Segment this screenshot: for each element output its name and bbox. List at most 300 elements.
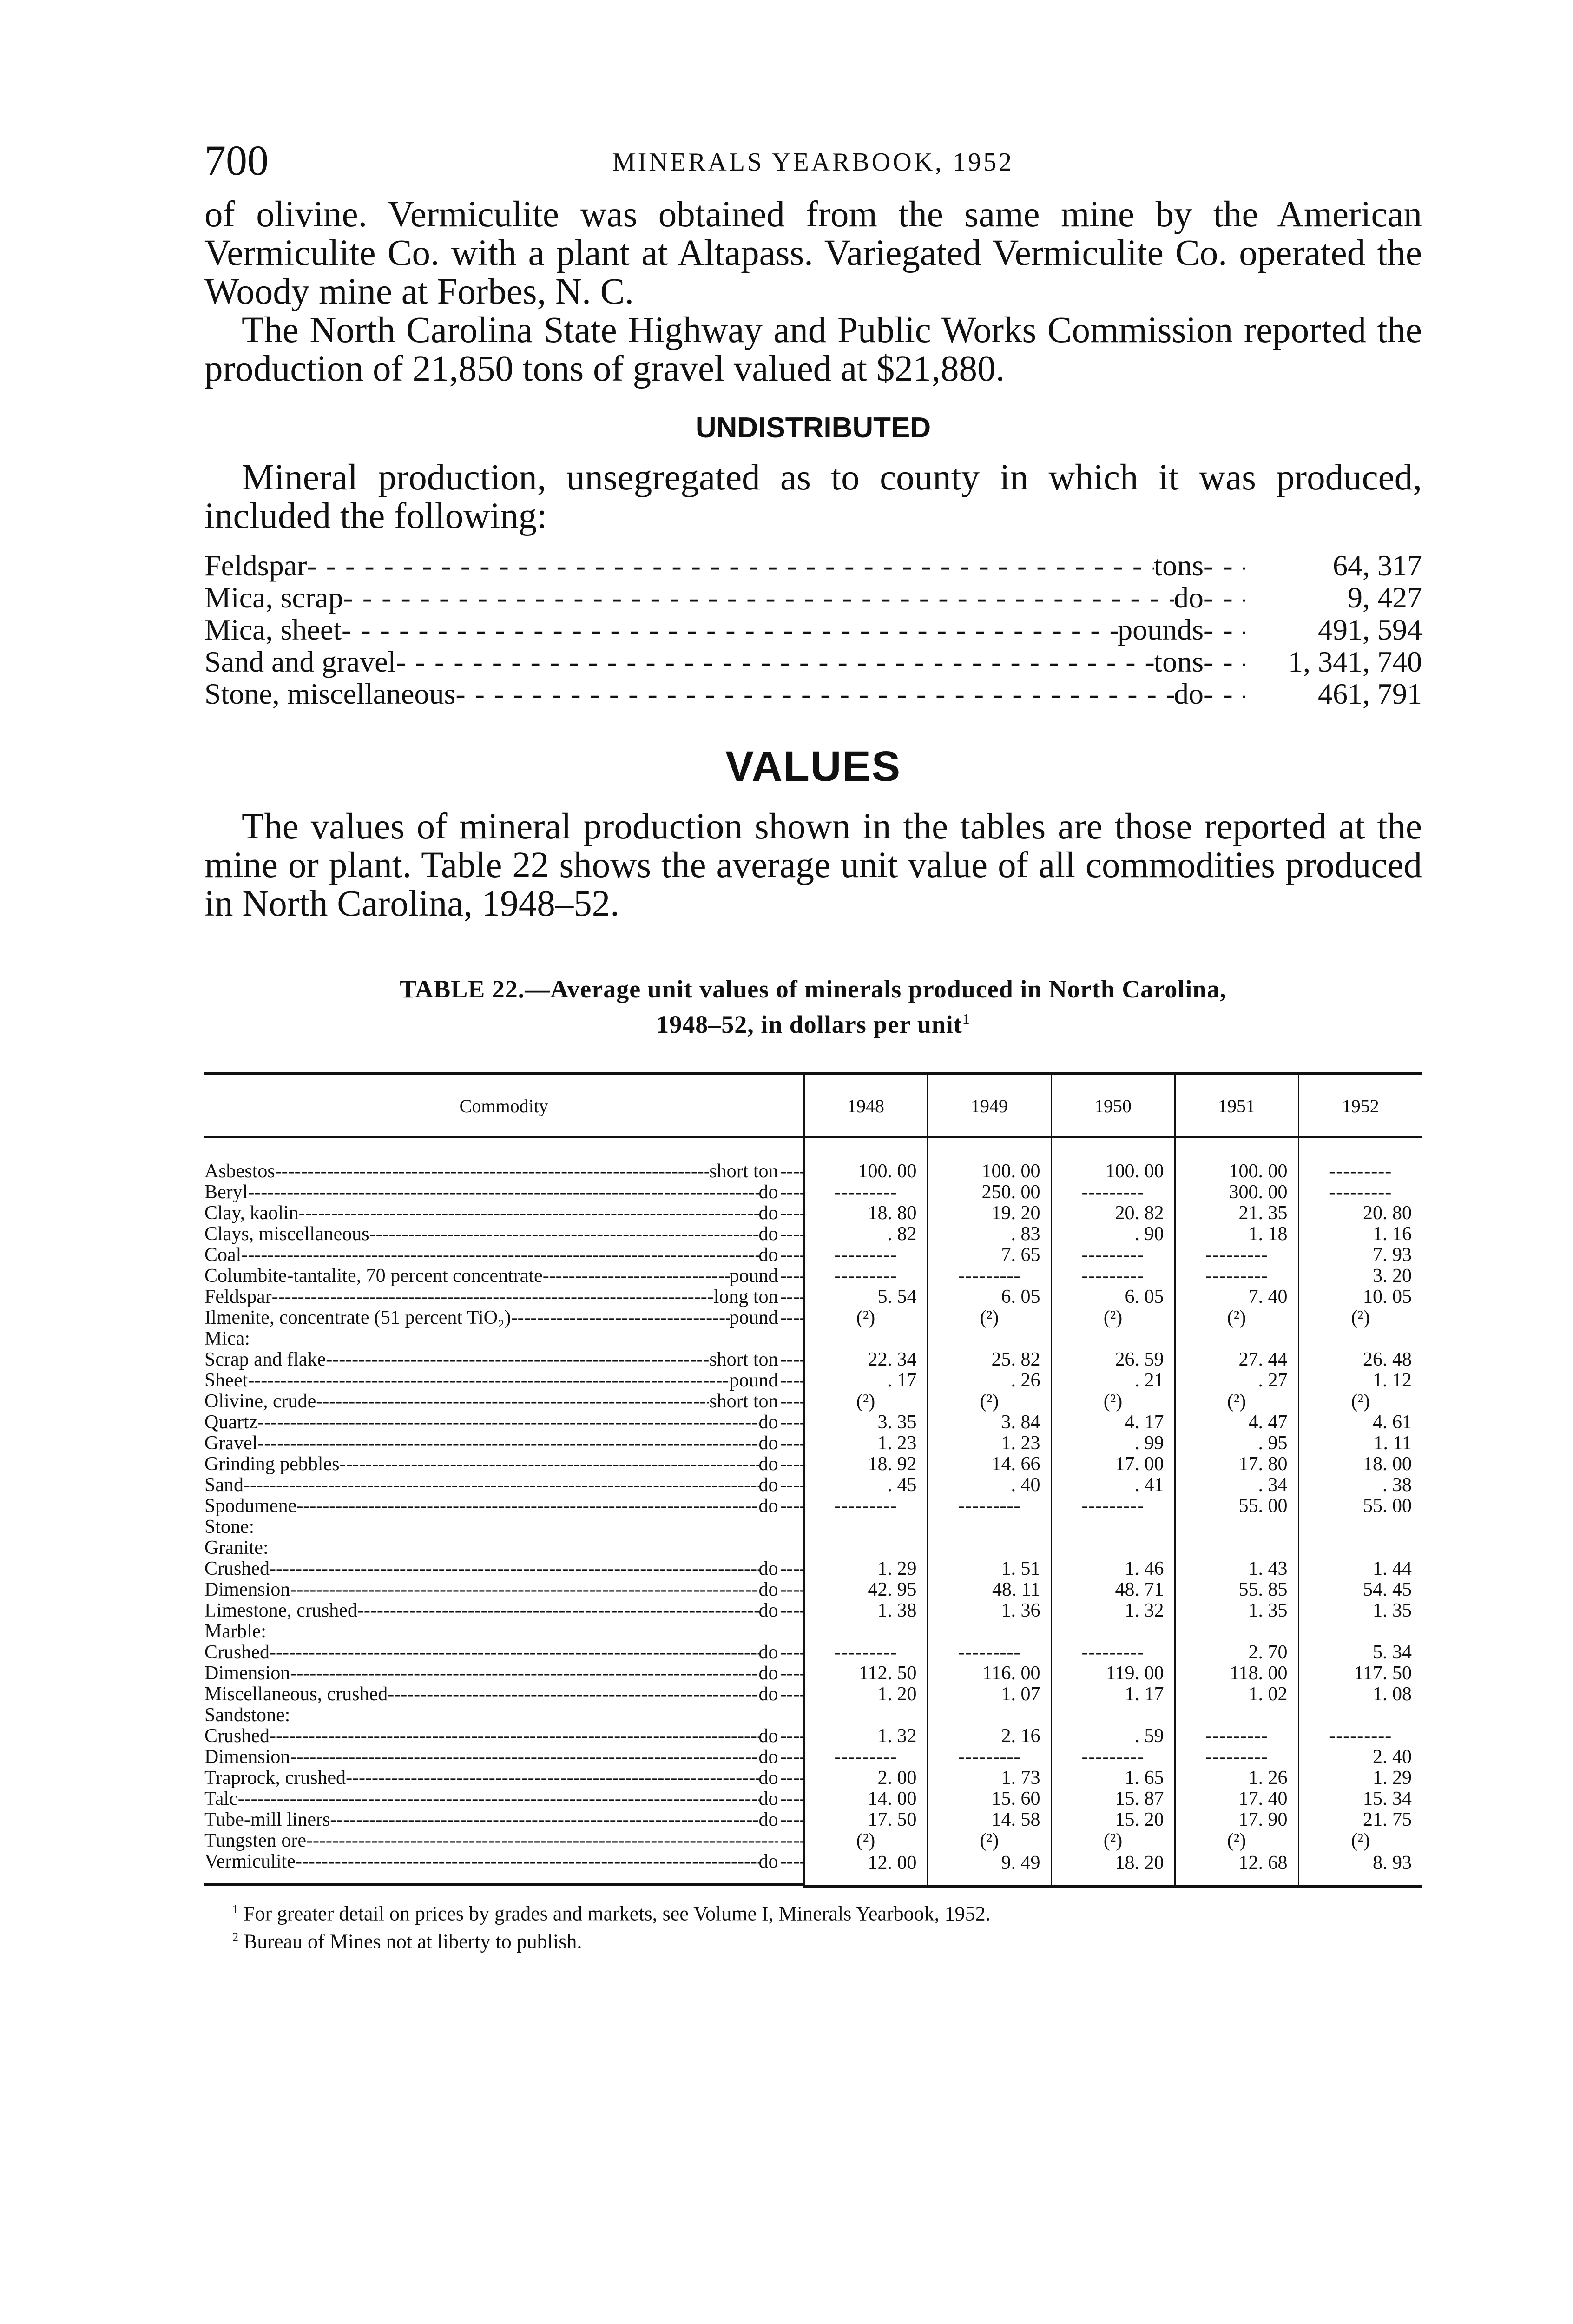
- table-row: [204, 1747, 1422, 1768]
- table-row: [204, 1224, 1422, 1245]
- value-cell: 1. 17: [1051, 1684, 1175, 1705]
- value-cell: . 41: [1051, 1475, 1175, 1496]
- value-cell: 15. 20: [1051, 1809, 1175, 1830]
- commodity-label: Coal: [204, 1245, 242, 1266]
- leader-dots: [780, 1161, 803, 1182]
- commodity-cell: [204, 1726, 803, 1747]
- value-cell: 4. 61: [1298, 1412, 1422, 1433]
- value-cell: (²): [804, 1830, 928, 1851]
- value-cell: (²): [1175, 1307, 1298, 1328]
- commodity-label: Tube-mill liners: [204, 1809, 330, 1830]
- leader-dots: [326, 1349, 709, 1370]
- value-cell: [1051, 1621, 1175, 1642]
- item-unit: tons: [1154, 549, 1204, 582]
- commodity-label: Beryl: [204, 1182, 248, 1203]
- value-cell: (²): [928, 1830, 1051, 1851]
- value-cell: 17. 50: [804, 1809, 928, 1830]
- value-cell: 2. 70: [1175, 1642, 1298, 1663]
- value-cell: 1. 23: [804, 1433, 928, 1454]
- commodity-unit: short ton: [709, 1161, 778, 1182]
- commodity-unit: pound: [729, 1307, 778, 1328]
- table-caption-footnote-mark: 1: [962, 1010, 970, 1027]
- commodity-cell: [204, 1517, 803, 1538]
- undistributed-list: [204, 549, 1422, 710]
- leader-dots: [780, 1789, 803, 1809]
- leader-dots: [780, 1579, 803, 1600]
- value-cell: 55. 00: [1298, 1496, 1422, 1517]
- table-row: [204, 1245, 1422, 1266]
- value-cell: [1051, 1328, 1175, 1349]
- commodity-label: Grinding pebbles: [204, 1454, 340, 1475]
- value-cell: 1. 20: [804, 1684, 928, 1705]
- commodity-unit: do: [758, 1203, 778, 1224]
- leader-dots: [455, 678, 1174, 710]
- value-cell: ---------: [804, 1266, 928, 1287]
- table-row: [204, 1768, 1422, 1789]
- leader-dots: [257, 1433, 758, 1454]
- leader-dots: [339, 1454, 758, 1475]
- commodity-label: Clays, miscellaneous: [204, 1224, 369, 1245]
- values-text: The values of mineral production shown in the tables are those reported at the mine or plant. Table 22 shows the average unit value of all commodities produced in North Carolina, 1948–52.: [204, 806, 1422, 924]
- commodity-cell: [204, 1496, 803, 1517]
- value-cell: 18. 92: [804, 1454, 928, 1475]
- item-value: 491, 594: [1318, 613, 1422, 646]
- leader-dots: [780, 1726, 803, 1747]
- commodity-cell: [204, 1558, 803, 1579]
- commodity-cell: [204, 1454, 803, 1475]
- value-cell: 15. 34: [1298, 1789, 1422, 1809]
- page-number: 700: [204, 137, 269, 184]
- table-row: [204, 1496, 1422, 1517]
- value-cell: [804, 1328, 928, 1349]
- value-cell: . 99: [1051, 1433, 1175, 1454]
- value-cell: 6. 05: [928, 1287, 1051, 1307]
- undistributed-item: [204, 614, 1422, 646]
- unit-values-table: [204, 1072, 1422, 1888]
- commodity-label: Stone:: [204, 1517, 255, 1538]
- commodity-label: Sheet: [204, 1370, 248, 1391]
- table-row: [204, 1391, 1422, 1412]
- value-cell: 1. 35: [1175, 1600, 1298, 1621]
- commodity-cell: [204, 1579, 803, 1600]
- table-caption: [204, 974, 1422, 1039]
- value-cell: ---------: [1175, 1726, 1298, 1747]
- commodity-unit: do: [758, 1475, 778, 1496]
- value-cell: 2. 40: [1298, 1747, 1422, 1768]
- table-row: [204, 1412, 1422, 1433]
- value-cell: 100. 00: [1175, 1137, 1298, 1182]
- value-cell: 1. 18: [1175, 1224, 1298, 1245]
- undistributed-item: [204, 549, 1422, 581]
- footnote-mark: 1: [232, 1902, 238, 1916]
- commodity-unit: do: [758, 1454, 778, 1475]
- commodity-label: Vermiculite: [204, 1851, 296, 1872]
- value-cell: 18. 80: [804, 1203, 928, 1224]
- value-cell: 1. 65: [1051, 1768, 1175, 1789]
- commodity-label: Tungsten ore: [204, 1830, 306, 1851]
- value-cell: ---------: [1298, 1726, 1422, 1747]
- table-row: [204, 1851, 1422, 1886]
- value-cell: ---------: [1051, 1642, 1175, 1663]
- leader-dots: [511, 1307, 730, 1328]
- value-cell: 116. 00: [928, 1663, 1051, 1684]
- commodity-cell: [204, 1287, 803, 1307]
- leader-dots: [238, 1789, 759, 1809]
- table-row: [204, 1475, 1422, 1496]
- leader-dots: [780, 1454, 803, 1475]
- value-cell: 1. 29: [1298, 1768, 1422, 1789]
- value-cell: (²): [1175, 1391, 1298, 1412]
- commodity-cell: [204, 1809, 803, 1830]
- value-cell: ---------: [804, 1642, 928, 1663]
- value-cell: ---------: [1175, 1747, 1298, 1768]
- commodity-label: Ilmenite, concentrate (51 percent TiO₂): [204, 1307, 511, 1328]
- table-row: [204, 1266, 1422, 1287]
- leader-dots: [248, 1370, 729, 1391]
- value-cell: 2. 00: [804, 1768, 928, 1789]
- commodity-label: Clay, kaolin: [204, 1203, 299, 1224]
- commodity-label: Crushed: [204, 1726, 270, 1747]
- commodity-cell: [204, 1600, 803, 1621]
- value-cell: ---------: [1051, 1747, 1175, 1768]
- commodity-label: Dimension: [204, 1747, 290, 1768]
- commodity-unit: do: [758, 1224, 778, 1245]
- value-cell: [1175, 1517, 1298, 1538]
- value-cell: ---------: [928, 1496, 1051, 1517]
- commodity-cell: [204, 1433, 803, 1454]
- value-cell: ---------: [1051, 1496, 1175, 1517]
- value-cell: . 38: [1298, 1475, 1422, 1496]
- table-row: [204, 1600, 1422, 1621]
- value-cell: [1298, 1517, 1422, 1538]
- commodity-unit: do: [758, 1642, 778, 1663]
- value-cell: . 95: [1175, 1433, 1298, 1454]
- commodity-label: Olivine, crude: [204, 1391, 316, 1412]
- commodity-unit: short ton: [709, 1349, 778, 1370]
- value-cell: [804, 1705, 928, 1726]
- value-cell: ---------: [1051, 1245, 1175, 1266]
- value-cell: 100. 00: [928, 1137, 1051, 1182]
- leader-dots: [780, 1830, 803, 1851]
- commodity-unit: do: [758, 1496, 778, 1517]
- value-cell: [1298, 1621, 1422, 1642]
- value-cell: 1. 38: [804, 1600, 928, 1621]
- footnote-mark: 2: [232, 1930, 238, 1944]
- leader-dots: [780, 1433, 803, 1454]
- value-cell: [1051, 1538, 1175, 1558]
- table-row: [204, 1517, 1422, 1538]
- value-cell: 1. 35: [1298, 1600, 1422, 1621]
- leader-dots: [388, 1684, 758, 1705]
- value-cell: [1175, 1328, 1298, 1349]
- value-cell: 250. 00: [928, 1182, 1051, 1203]
- commodity-label: Spodumene: [204, 1496, 297, 1517]
- value-cell: 5. 34: [1298, 1642, 1422, 1663]
- value-cell: 100. 00: [804, 1137, 928, 1182]
- leader-dots: [275, 1161, 710, 1182]
- item-value: 1, 341, 740: [1288, 645, 1422, 678]
- leader-dots: [780, 1496, 803, 1517]
- value-cell: ---------: [804, 1245, 928, 1266]
- commodity-label: Granite:: [204, 1538, 269, 1558]
- leader-dots: [244, 1475, 759, 1496]
- value-cell: (²): [1298, 1830, 1422, 1851]
- footnote: [232, 1898, 1422, 1926]
- item-value: 9, 427: [1348, 581, 1422, 614]
- table-row: [204, 1137, 1422, 1182]
- table-row: [204, 1328, 1422, 1349]
- commodity-cell: [204, 1349, 803, 1370]
- value-cell: 48. 71: [1051, 1579, 1175, 1600]
- value-cell: [804, 1621, 928, 1642]
- col-header-1952: 1952: [1298, 1074, 1422, 1137]
- commodity-cell: [204, 1747, 803, 1768]
- value-cell: 1. 12: [1298, 1370, 1422, 1391]
- leader-dots: [342, 614, 1118, 646]
- value-cell: (²): [928, 1391, 1051, 1412]
- value-cell: 48. 11: [928, 1579, 1051, 1600]
- commodity-cell: [204, 1412, 803, 1433]
- value-cell: . 90: [1051, 1224, 1175, 1245]
- value-cell: [1051, 1705, 1175, 1726]
- leader-dots: [780, 1349, 803, 1370]
- table-row: [204, 1789, 1422, 1809]
- value-cell: 2. 16: [928, 1726, 1051, 1747]
- undistributed-item: [204, 678, 1422, 710]
- leader-dots: [396, 646, 1154, 678]
- commodity-unit: do: [758, 1663, 778, 1684]
- table-row: [204, 1621, 1422, 1642]
- value-cell: 7. 93: [1298, 1245, 1422, 1266]
- value-cell: ---------: [1298, 1182, 1422, 1203]
- value-cell: (²): [804, 1307, 928, 1328]
- value-cell: 26. 59: [1051, 1349, 1175, 1370]
- commodity-label: Feldspar: [204, 1287, 272, 1307]
- commodity-label: Limestone, crushed: [204, 1600, 357, 1621]
- commodity-unit: do: [758, 1851, 778, 1872]
- commodity-label: Asbestos: [204, 1161, 275, 1182]
- value-cell: ---------: [1298, 1137, 1422, 1182]
- table-row: [204, 1726, 1422, 1747]
- value-cell: . 82: [804, 1224, 928, 1245]
- value-cell: 7. 65: [928, 1245, 1051, 1266]
- leader-dots: [306, 1830, 778, 1851]
- leader-dots: [780, 1809, 803, 1830]
- value-cell: 12. 00: [804, 1851, 928, 1886]
- page: [204, 135, 1422, 1953]
- leader-dots: [780, 1307, 803, 1328]
- value-cell: [1175, 1705, 1298, 1726]
- value-cell: ---------: [1051, 1182, 1175, 1203]
- commodity-label: Quartz: [204, 1412, 258, 1433]
- leader-dots: [257, 1412, 758, 1433]
- value-cell: ---------: [804, 1747, 928, 1768]
- item-value: 461, 791: [1318, 677, 1422, 710]
- value-cell: 27. 44: [1175, 1349, 1298, 1370]
- leader-dots: [543, 1266, 730, 1287]
- commodity-label: Crushed: [204, 1642, 270, 1663]
- value-cell: 14. 00: [804, 1789, 928, 1809]
- commodity-cell: [204, 1663, 803, 1684]
- value-cell: [1051, 1517, 1175, 1538]
- value-cell: 1. 32: [804, 1726, 928, 1747]
- undistributed-item: [204, 646, 1422, 678]
- leader-dots: [343, 581, 1174, 614]
- commodity-label: Traprock, crushed: [204, 1768, 346, 1789]
- table-caption-line2: 1948–52, in dollars per unit: [656, 1010, 962, 1038]
- table-row: [204, 1579, 1422, 1600]
- table-caption-line1: TABLE 22.—Average unit values of minerals produced in North Carolina,: [400, 975, 1227, 1003]
- commodity-cell: [204, 1684, 803, 1705]
- value-cell: 54. 45: [1298, 1579, 1422, 1600]
- table-row: [204, 1538, 1422, 1558]
- value-cell: . 27: [1175, 1370, 1298, 1391]
- value-cell: [928, 1705, 1051, 1726]
- commodity-unit: short ton: [709, 1391, 778, 1412]
- leader-dots: [780, 1684, 803, 1705]
- value-cell: 1. 07: [928, 1684, 1051, 1705]
- commodity-cell: [204, 1789, 803, 1809]
- value-cell: 21. 75: [1298, 1809, 1422, 1830]
- commodity-cell: [204, 1370, 803, 1391]
- value-cell: 3. 84: [928, 1412, 1051, 1433]
- value-cell: . 40: [928, 1475, 1051, 1496]
- value-cell: 100. 00: [1051, 1137, 1175, 1182]
- value-cell: ---------: [804, 1182, 928, 1203]
- value-cell: 300. 00: [1175, 1182, 1298, 1203]
- value-cell: 19. 20: [928, 1203, 1051, 1224]
- commodity-unit: long ton: [713, 1287, 778, 1307]
- value-cell: [928, 1538, 1051, 1558]
- running-title: MINERALS YEARBOOK, 1952: [612, 148, 1014, 177]
- commodity-cell: [204, 1203, 803, 1224]
- table-row: [204, 1642, 1422, 1663]
- value-cell: 118. 00: [1175, 1663, 1298, 1684]
- leader-dots: [780, 1475, 803, 1496]
- leader-dots: [248, 1182, 758, 1203]
- commodity-cell: [204, 1245, 803, 1266]
- col-header-commodity: Commodity: [204, 1074, 804, 1137]
- item-unit: pounds: [1118, 613, 1204, 646]
- table-row: [204, 1433, 1422, 1454]
- leader-dots: [780, 1224, 803, 1245]
- value-cell: 4. 47: [1175, 1412, 1298, 1433]
- leader-dots: [780, 1203, 803, 1224]
- value-cell: 17. 80: [1175, 1454, 1298, 1475]
- leader-dots: [1204, 549, 1245, 581]
- commodity-label: Columbite-tantalite, 70 percent concentrate: [204, 1266, 543, 1287]
- value-cell: ---------: [1175, 1266, 1298, 1287]
- value-cell: 14. 66: [928, 1454, 1051, 1475]
- item-unit: tons: [1154, 645, 1204, 678]
- value-cell: . 34: [1175, 1475, 1298, 1496]
- commodity-cell: [204, 1768, 803, 1789]
- leader-dots: [780, 1370, 803, 1391]
- commodity-cell: [204, 1307, 803, 1328]
- value-cell: 1. 51: [928, 1558, 1051, 1579]
- commodity-unit: do: [758, 1809, 778, 1830]
- item-label: Mica, sheet: [204, 613, 342, 646]
- value-cell: 22. 34: [804, 1349, 928, 1370]
- value-cell: (²): [1051, 1307, 1175, 1328]
- value-cell: 117. 50: [1298, 1663, 1422, 1684]
- commodity-cell: [204, 1705, 803, 1726]
- commodity-unit: do: [758, 1182, 778, 1203]
- leader-dots: [1204, 614, 1245, 646]
- leader-dots: [1204, 581, 1245, 614]
- value-cell: 15. 60: [928, 1789, 1051, 1809]
- commodity-unit: do: [758, 1768, 778, 1789]
- leader-dots: [780, 1266, 803, 1287]
- value-cell: . 26: [928, 1370, 1051, 1391]
- leader-dots: [780, 1663, 803, 1684]
- col-header-1951: 1951: [1175, 1074, 1298, 1137]
- value-cell: [1298, 1328, 1422, 1349]
- commodity-unit: do: [758, 1726, 778, 1747]
- col-header-1948: 1948: [804, 1074, 928, 1137]
- leader-dots: [270, 1726, 759, 1747]
- leader-dots: [780, 1747, 803, 1768]
- value-cell: . 45: [804, 1475, 928, 1496]
- value-cell: (²): [1051, 1830, 1175, 1851]
- leader-dots: [307, 549, 1154, 581]
- value-cell: 5. 54: [804, 1287, 928, 1307]
- value-cell: ---------: [1175, 1245, 1298, 1266]
- item-label: Stone, miscellaneous: [204, 677, 456, 710]
- commodity-unit: do: [758, 1747, 778, 1768]
- leader-dots: [270, 1642, 759, 1663]
- value-cell: ---------: [928, 1747, 1051, 1768]
- commodity-cell: [204, 1851, 803, 1886]
- value-cell: 10. 05: [1298, 1287, 1422, 1307]
- commodity-unit: do: [758, 1600, 778, 1621]
- leader-dots: [780, 1558, 803, 1579]
- commodity-label: Scrap and flake: [204, 1349, 326, 1370]
- table-row: [204, 1287, 1422, 1307]
- table-row: [204, 1203, 1422, 1224]
- undistributed-item: [204, 581, 1422, 614]
- value-cell: 17. 40: [1175, 1789, 1298, 1809]
- commodity-cell: [204, 1266, 803, 1287]
- undistributed-text: Mineral production, unsegregated as to county in which it was produced, included the following:: [204, 457, 1422, 536]
- table-row: [204, 1684, 1422, 1705]
- commodity-label: Sandstone:: [204, 1705, 290, 1726]
- table-row: [204, 1663, 1422, 1684]
- value-cell: 6. 05: [1051, 1287, 1175, 1307]
- value-cell: 1. 29: [804, 1558, 928, 1579]
- value-cell: 17. 00: [1051, 1454, 1175, 1475]
- table-row: [204, 1349, 1422, 1370]
- commodity-label: Marble:: [204, 1621, 266, 1642]
- value-cell: (²): [1298, 1307, 1422, 1328]
- value-cell: [1298, 1538, 1422, 1558]
- footnote-text: For greater detail on prices by grades and markets, see Volume I, Minerals Yearbook, 1952.: [244, 1902, 991, 1925]
- leader-dots: [1204, 678, 1245, 710]
- value-cell: 1. 73: [928, 1768, 1051, 1789]
- leader-dots: [780, 1642, 803, 1663]
- value-cell: 15. 87: [1051, 1789, 1175, 1809]
- col-header-1949: 1949: [928, 1074, 1051, 1137]
- value-cell: 55. 85: [1175, 1579, 1298, 1600]
- commodity-cell: [204, 1621, 803, 1642]
- item-label: Mica, scrap: [204, 581, 343, 614]
- leader-dots: [272, 1287, 714, 1307]
- footnote-text: Bureau of Mines not at liberty to publish.: [244, 1930, 582, 1953]
- value-cell: 1. 02: [1175, 1684, 1298, 1705]
- leader-dots: [290, 1747, 758, 1768]
- values-heading: VALUES: [725, 743, 902, 790]
- value-cell: [1298, 1705, 1422, 1726]
